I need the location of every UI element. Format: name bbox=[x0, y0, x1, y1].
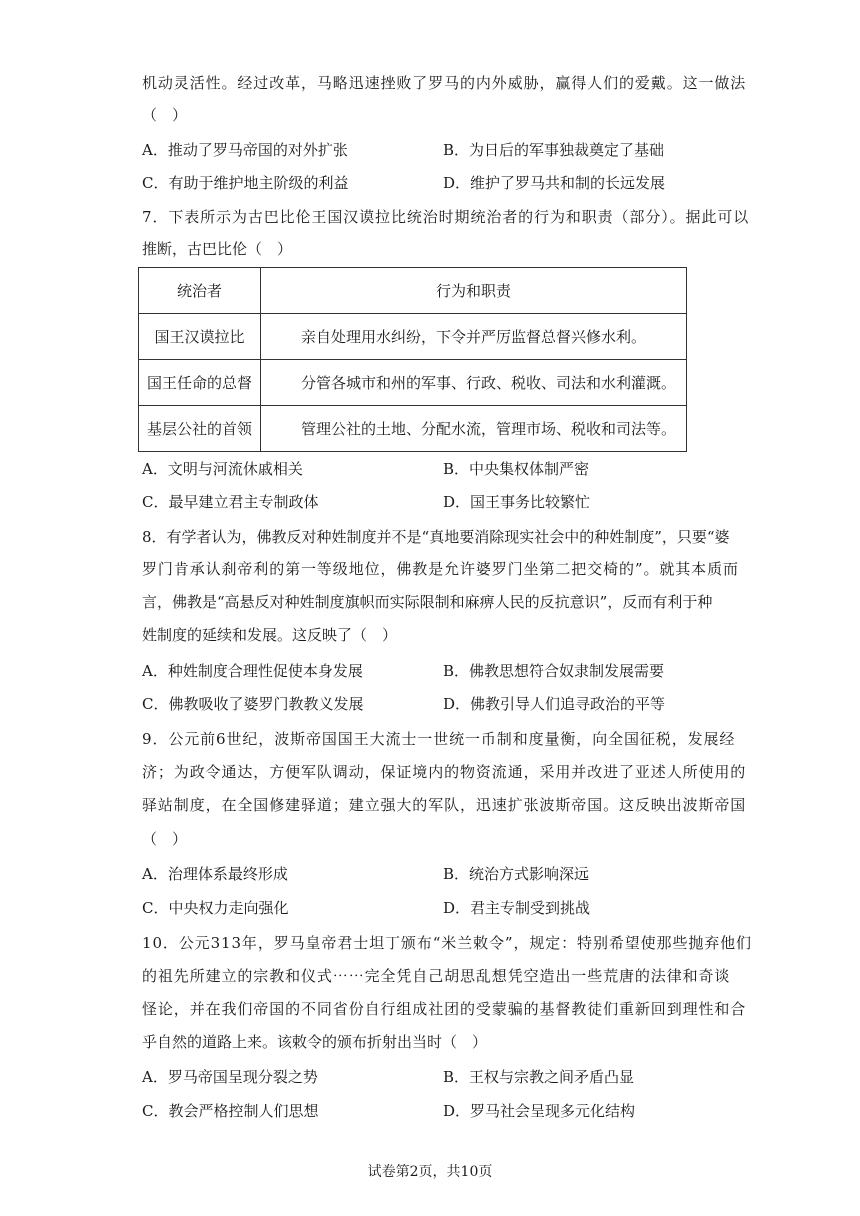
q10-option-a[interactable]: A．罗马帝国呈现分裂之势 bbox=[142, 1068, 318, 1086]
table-header-cell: 行为和职责 bbox=[261, 268, 687, 314]
table-header-cell: 统治者 bbox=[139, 268, 261, 314]
q9-option-a[interactable]: A．治理体系最终形成 bbox=[142, 865, 288, 883]
q7-stem-line-2: 推断，古巴比伦（ ） bbox=[142, 240, 293, 258]
q8-option-a[interactable]: A．种姓制度合理性促使本身发展 bbox=[142, 662, 363, 680]
q8-stem-line-3: 言，佛教是“高悬反对种姓制度旗帜而实际限制和麻痹人民的反抗意识”，反而有利于种 bbox=[142, 593, 713, 611]
page-footer: 试卷第2页，共10页 bbox=[367, 1164, 493, 1180]
table-cell: 基层公社的首领 bbox=[139, 406, 261, 452]
q10-stem-line-1: 10．公元313年，罗马皇帝君士坦丁颁布“米兰敕令”，规定：特别希望使那些抛弃他们 bbox=[142, 934, 752, 952]
q6-option-b[interactable]: B．为日后的军事独裁奠定了基础 bbox=[443, 141, 665, 159]
q9-stem-line-2: 济；为政令通达，方便军队调动，保证境内的物资流通，采用并改进了亚述人所使用的 bbox=[142, 763, 747, 781]
q9-option-b[interactable]: B．统治方式影响深远 bbox=[443, 865, 590, 883]
q8-stem-line-2: 罗门肯承认刹帝利的第一等级地位，佛教是允许婆罗门坐第二把交椅的”。就其本质而 bbox=[142, 560, 739, 578]
q9-stem-line-1: 9．公元前6世纪，波斯帝国国王大流士一世统一币制和度量衡，向全国征税，发展经 bbox=[142, 730, 736, 748]
q10-stem-line-2: 的祖先所建立的宗教和仪式⋯⋯完全凭自己胡思乱想凭空造出一些荒唐的法律和奇谈 bbox=[142, 967, 731, 985]
q6-option-d[interactable]: D．维护了罗马共和制的长远发展 bbox=[443, 174, 666, 192]
q9-stem-line-4: （ ） bbox=[142, 830, 188, 848]
table-cell: 国王任命的总督 bbox=[139, 360, 261, 406]
q8-option-c[interactable]: C．佛教吸收了婆罗门教教义发展 bbox=[142, 695, 364, 713]
q8-stem-line-1: 8．有学者认为，佛教反对种姓制度并不是“真地要消除现实社会中的种姓制度”，只要“婆 bbox=[142, 528, 730, 546]
q7-option-a[interactable]: A．文明与河流休戚相关 bbox=[142, 460, 303, 478]
q6-option-a[interactable]: A．推动了罗马帝国的对外扩张 bbox=[142, 141, 348, 159]
q8-stem-line-4: 姓制度的延续和发展。这反映了（ ） bbox=[142, 626, 398, 644]
rulers-table bbox=[138, 267, 687, 452]
q8-option-b[interactable]: B．佛教思想符合奴隶制发展需要 bbox=[443, 662, 665, 680]
line-1: 机动灵活性。经过改革，马略迅速挫败了罗马的内外威胁，赢得人们的爱戴。这一做法 bbox=[142, 74, 747, 92]
table-cell: 分管各城市和州的军事、行政、税收、司法和水利灌溉。 bbox=[261, 360, 687, 406]
table-cell: 国王汉谟拉比 bbox=[139, 314, 261, 360]
table-row bbox=[139, 360, 687, 406]
table-cell: 管理公社的土地、分配水流，管理市场、税收和司法等。 bbox=[261, 406, 687, 452]
q7-option-b[interactable]: B．中央集权体制严密 bbox=[443, 460, 590, 478]
q10-option-b[interactable]: B．王权与宗教之间矛盾凸显 bbox=[443, 1068, 635, 1086]
q10-stem-line-3: 怪论，并在我们帝国的不同省份自行组成社团的受蒙骗的基督教徒们重新回到理性和合 bbox=[142, 1000, 747, 1018]
q9-option-c[interactable]: C．中央权力走向强化 bbox=[142, 899, 289, 917]
q7-option-c[interactable]: C．最早建立君主专制政体 bbox=[142, 493, 319, 511]
q7-option-d[interactable]: D．国王事务比较繁忙 bbox=[443, 493, 591, 511]
q7-stem-line-1: 7．下表所示为古巴比伦王国汉谟拉比统治时期统治者的行为和职责（部分）。据此可以 bbox=[142, 208, 750, 226]
q8-option-d[interactable]: D．佛教引导人们追寻政治的平等 bbox=[443, 695, 666, 713]
q10-option-d[interactable]: D．罗马社会呈现多元化结构 bbox=[443, 1102, 636, 1120]
q6-option-c[interactable]: C．有助于维护地主阶级的利益 bbox=[142, 174, 349, 192]
table-row bbox=[139, 406, 687, 452]
table-cell: 亲自处理用水纠纷，下令并严厉监督总督兴修水利。 bbox=[261, 314, 687, 360]
q10-option-c[interactable]: C．教会严格控制人们思想 bbox=[142, 1102, 319, 1120]
q10-stem-line-4: 乎自然的道路上来。该敕令的颁布折射出当时（ ） bbox=[142, 1033, 488, 1051]
table-header-row bbox=[139, 268, 687, 314]
q9-stem-line-3: 驿站制度，在全国修建驿道；建立强大的军队，迅速扩张波斯帝国。这反映出波斯帝国 bbox=[142, 796, 747, 814]
table-row bbox=[139, 314, 687, 360]
line-2: （ ） bbox=[142, 106, 188, 124]
q9-option-d[interactable]: D．君主专制受到挑战 bbox=[443, 899, 591, 917]
